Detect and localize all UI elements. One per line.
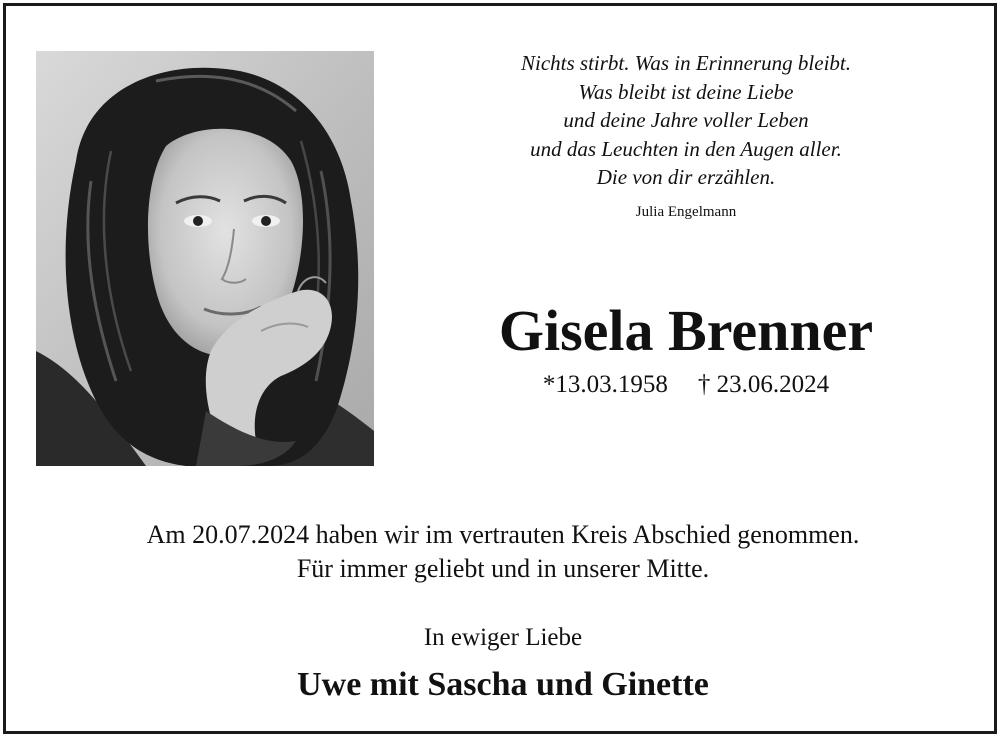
message-line: Am 20.07.2024 haben wir im vertrauten Kreis Abschied genommen. [146,520,860,549]
poem-line: Die von dir erzählen. [596,165,776,189]
death-date: † 23.06.2024 [697,371,830,398]
portrait-photo [36,51,374,466]
message-line: Für immer geliebt und in unserer Mitte. [296,554,710,583]
poem-author: Julia Engelmann [635,204,737,220]
closing-phrase: In ewiger Liebe [423,624,583,651]
poem-line: Was bleibt ist deine Liebe [578,79,794,104]
poem-line: und das Leuchten in den Augen aller. [530,136,842,161]
poem-line: und deine Jahre voller Leben [563,108,809,132]
life-dates [426,369,946,401]
farewell-message [6,518,1000,586]
birth-date: *13.03.1958 [542,371,668,398]
poem [426,49,946,192]
poem-line: Nichts stirbt. Was in Erinnerung bleibt. [521,51,851,75]
deceased-name: Gisela Brenner [498,298,874,363]
portrait-image [36,51,374,466]
obituary-notice [3,3,997,734]
signers: Uwe mit Sascha und Ginette [297,666,709,703]
